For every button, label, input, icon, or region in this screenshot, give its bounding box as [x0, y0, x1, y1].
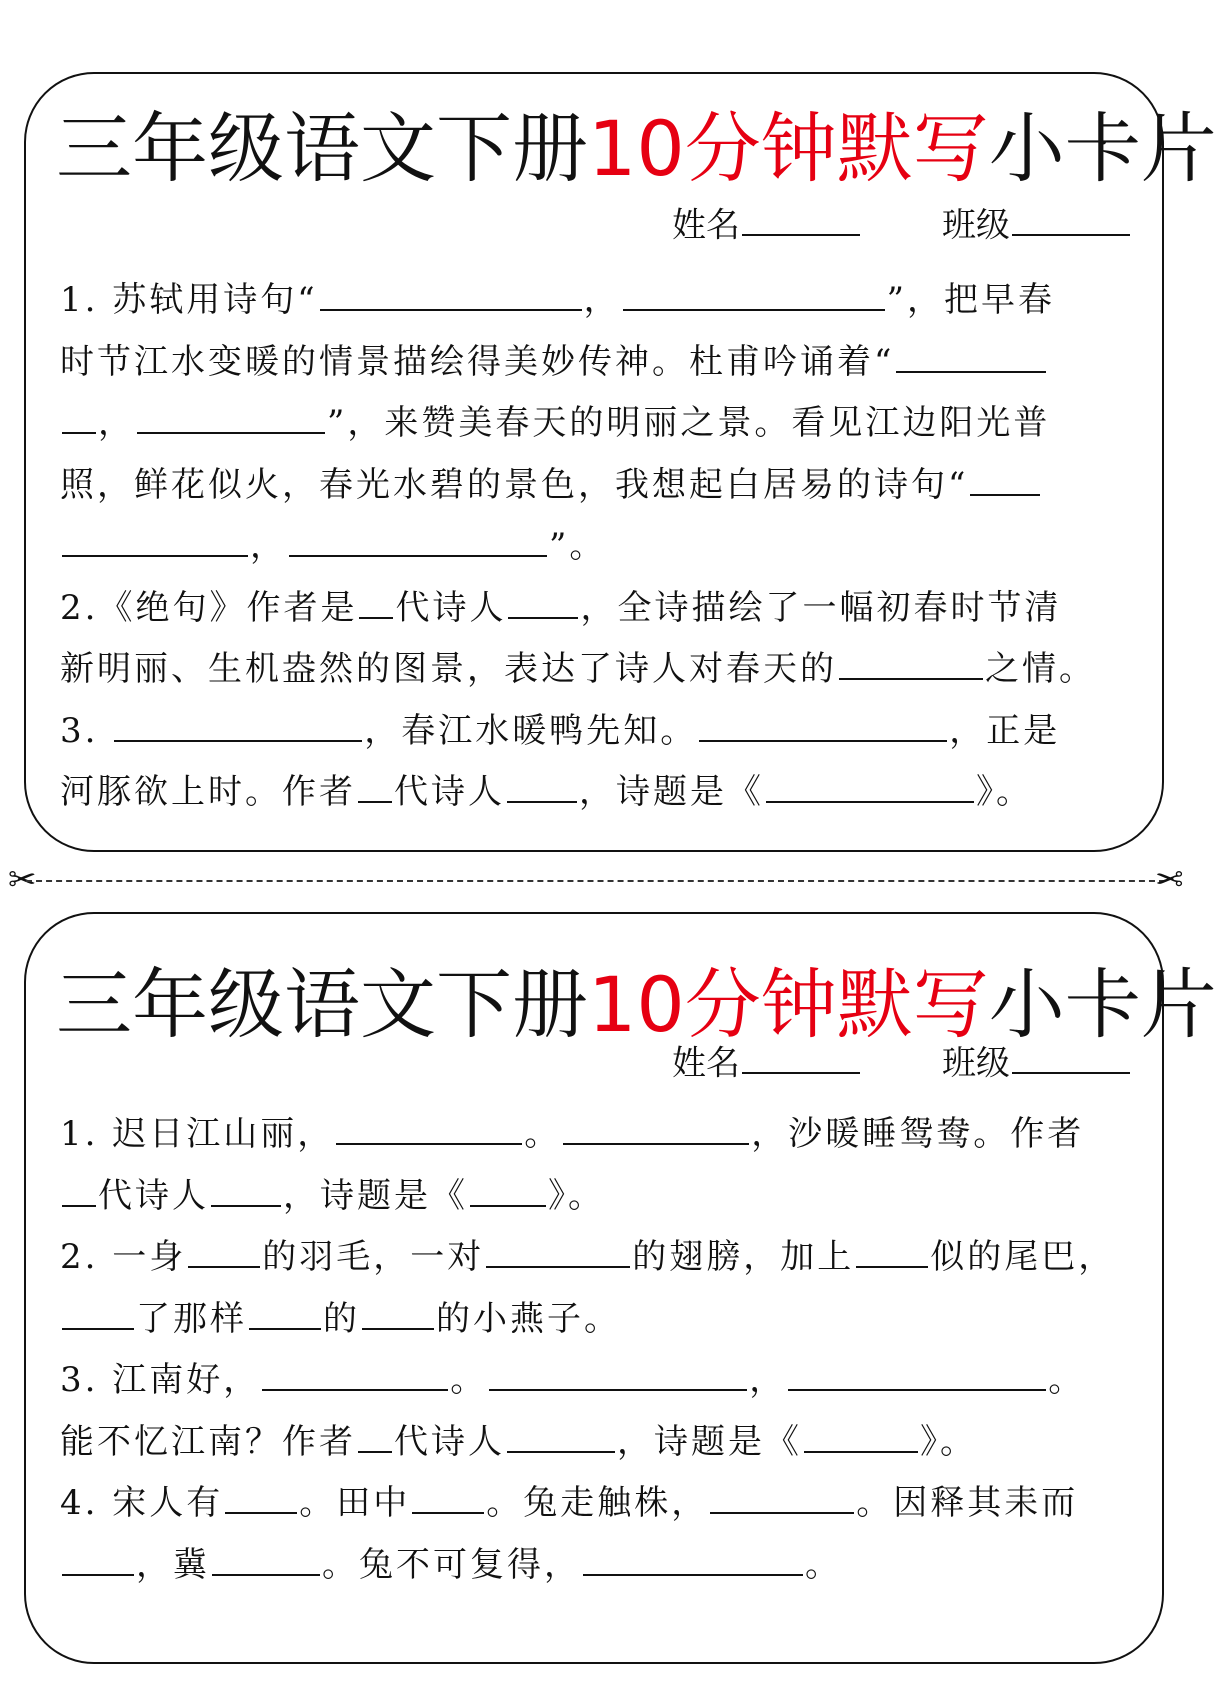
text-segment: ，诗题是《: [617, 1421, 802, 1462]
answer-blank[interactable]: [336, 1111, 522, 1145]
text-line: [60, 1350, 1132, 1412]
answer-blank[interactable]: [699, 707, 947, 741]
text-segment: 》。: [976, 772, 1033, 812]
answer-blank[interactable]: [188, 1234, 260, 1268]
name-class-row: [672, 1040, 1132, 1085]
text-segment: 3.: [60, 710, 113, 751]
answer-blank[interactable]: [412, 1480, 484, 1514]
answer-blank[interactable]: [970, 461, 1040, 495]
card-body: [60, 1104, 1132, 1596]
answer-blank[interactable]: [320, 277, 582, 311]
text-segment: ，: [98, 403, 135, 443]
text-segment: 的翅膀，加上: [632, 1237, 855, 1277]
answer-blank[interactable]: [856, 1234, 928, 1268]
text-line: [60, 762, 1132, 824]
answer-blank[interactable]: [507, 769, 577, 803]
text-segment: 3. 江南好，: [60, 1360, 261, 1400]
text-line: [60, 1473, 1132, 1535]
answer-blank[interactable]: [508, 584, 578, 618]
text-segment: ，: [749, 1360, 787, 1400]
class-blank[interactable]: [1012, 1040, 1130, 1074]
answer-blank[interactable]: [62, 523, 248, 557]
dictation-card-2: [24, 912, 1217, 1664]
text-segment: 新明丽、生机盎然的图景，表达了诗人对春天的: [60, 649, 837, 689]
text-line: [60, 393, 1132, 455]
text-segment: 的羽毛，一对: [262, 1237, 485, 1277]
text-segment: 。兔走触株，: [486, 1483, 709, 1523]
text-segment: ”，来赞美春天的明丽之景。看见江边阳光普: [327, 403, 1051, 443]
text-segment: ，诗题是《: [579, 772, 764, 812]
name-class-row: [672, 202, 1132, 247]
text-line: [60, 1227, 1132, 1289]
name-blank[interactable]: [742, 1040, 860, 1074]
answer-blank[interactable]: [839, 646, 983, 680]
answer-blank[interactable]: [359, 584, 393, 618]
text-segment: 的小燕子。: [436, 1298, 621, 1339]
text-segment: 。: [524, 1114, 562, 1154]
text-segment: 2. 一身: [60, 1237, 187, 1277]
text-segment: 1. 迟日江山丽，: [60, 1114, 335, 1154]
answer-blank[interactable]: [896, 338, 1046, 372]
answer-blank[interactable]: [262, 1357, 448, 1391]
text-segment: ，正是: [949, 710, 1061, 751]
answer-blank[interactable]: [486, 1234, 630, 1268]
answer-blank[interactable]: [225, 1480, 297, 1514]
text-segment: 时节江水变暖的情景描绘得美妙传神。杜甫吟诵着“: [60, 341, 895, 382]
scissors-icon: ✂: [8, 860, 37, 900]
text-segment: ，全诗描绘了一幅初春时节清: [580, 587, 1062, 628]
name-label: 姓名: [672, 205, 740, 246]
class-label: 班级: [942, 1043, 1010, 1084]
card-body: [60, 270, 1132, 824]
text-line: [60, 701, 1132, 763]
text-segment: 能不忆江南？作者: [60, 1421, 356, 1462]
answer-blank[interactable]: [489, 1357, 747, 1391]
answer-blank[interactable]: [212, 1541, 320, 1575]
answer-blank[interactable]: [114, 707, 362, 741]
answer-blank[interactable]: [623, 277, 885, 311]
title-part-black-end: 小卡片: [988, 104, 1217, 193]
text-segment: 》。: [548, 1175, 605, 1216]
text-segment: 代诗人: [395, 587, 507, 628]
answer-blank[interactable]: [788, 1357, 1046, 1391]
text-line: [60, 639, 1132, 701]
text-line: [60, 332, 1132, 394]
answer-blank[interactable]: [62, 1541, 134, 1575]
title-part-red: 10分钟默写: [588, 104, 989, 193]
answer-blank[interactable]: [137, 400, 325, 434]
card-title: [56, 960, 1217, 1050]
card-title: [56, 104, 1217, 194]
answer-blank[interactable]: [470, 1172, 546, 1206]
answer-blank[interactable]: [507, 1418, 615, 1452]
name-label: 姓名: [672, 1043, 740, 1084]
text-segment: 1. 苏轼用诗句“: [60, 280, 318, 320]
text-segment: 。: [805, 1544, 842, 1585]
text-segment: 代诗人: [394, 1421, 505, 1462]
answer-blank[interactable]: [289, 523, 547, 557]
text-segment: 。兔不可复得，: [322, 1544, 581, 1585]
text-line: [60, 270, 1132, 332]
answer-blank[interactable]: [766, 769, 974, 803]
text-segment: ，冀: [136, 1544, 210, 1585]
answer-blank[interactable]: [62, 1295, 134, 1329]
text-segment: 之情。: [985, 649, 1096, 689]
text-segment: 的: [323, 1298, 360, 1339]
text-line: [60, 1104, 1132, 1166]
class-blank[interactable]: [1012, 202, 1130, 236]
text-segment: 代诗人: [394, 772, 505, 812]
answer-blank[interactable]: [362, 1295, 434, 1329]
class-label: 班级: [942, 205, 1010, 246]
text-segment: ，: [583, 280, 621, 320]
text-segment: ”。: [549, 526, 607, 566]
text-line: [60, 455, 1132, 517]
text-segment: 。: [450, 1360, 488, 1400]
answer-blank[interactable]: [62, 1172, 96, 1206]
answer-blank[interactable]: [563, 1111, 749, 1145]
answer-blank[interactable]: [62, 400, 96, 434]
answer-blank[interactable]: [249, 1295, 321, 1329]
answer-blank[interactable]: [583, 1541, 803, 1575]
answer-blank[interactable]: [804, 1418, 918, 1452]
text-line: [60, 578, 1132, 640]
dashed-cut-line: [26, 880, 1165, 882]
title-part-black-end: 小卡片: [988, 960, 1217, 1049]
text-segment: 2.《绝句》作者是: [60, 587, 358, 628]
text-segment: 4. 宋人有: [60, 1483, 224, 1523]
name-blank[interactable]: [742, 202, 860, 236]
text-segment: 。田中: [299, 1483, 411, 1523]
text-segment: 照，鲜花似火，春光水碧的景色，我想起白居易的诗句“: [60, 464, 969, 505]
text-segment: ，: [250, 526, 287, 566]
title-part-red: 10分钟默写: [588, 960, 989, 1049]
title-part-black: 三年级语文下册: [56, 104, 588, 193]
answer-blank[interactable]: [211, 1172, 281, 1206]
text-segment: ，诗题是《: [283, 1175, 468, 1216]
text-line: [60, 1412, 1132, 1474]
answer-blank[interactable]: [358, 1418, 392, 1452]
text-line: [60, 1289, 1132, 1351]
text-line: [60, 516, 1132, 578]
dictation-card-1: [24, 72, 1217, 852]
text-segment: 似的尾巴，: [930, 1237, 1116, 1277]
text-line: [60, 1535, 1132, 1597]
text-segment: ，春江水暖鸭先知。: [364, 710, 698, 751]
text-segment: 。: [1048, 1360, 1086, 1400]
answer-blank[interactable]: [358, 769, 392, 803]
text-segment: 代诗人: [98, 1175, 209, 1216]
text-segment: 河豚欲上时。作者: [60, 772, 356, 812]
text-line: [60, 1166, 1132, 1228]
text-segment: 。因释其耒而: [856, 1483, 1079, 1523]
text-segment: 》。: [920, 1421, 977, 1462]
answer-blank[interactable]: [710, 1480, 854, 1514]
text-segment: ，沙暖睡鸳鸯。作者: [751, 1114, 1085, 1154]
title-part-black: 三年级语文下册: [56, 960, 588, 1049]
text-segment: ”，把早春: [886, 280, 1056, 320]
scissors-icon: ✂: [1154, 860, 1183, 900]
text-segment: 了那样: [136, 1298, 247, 1339]
